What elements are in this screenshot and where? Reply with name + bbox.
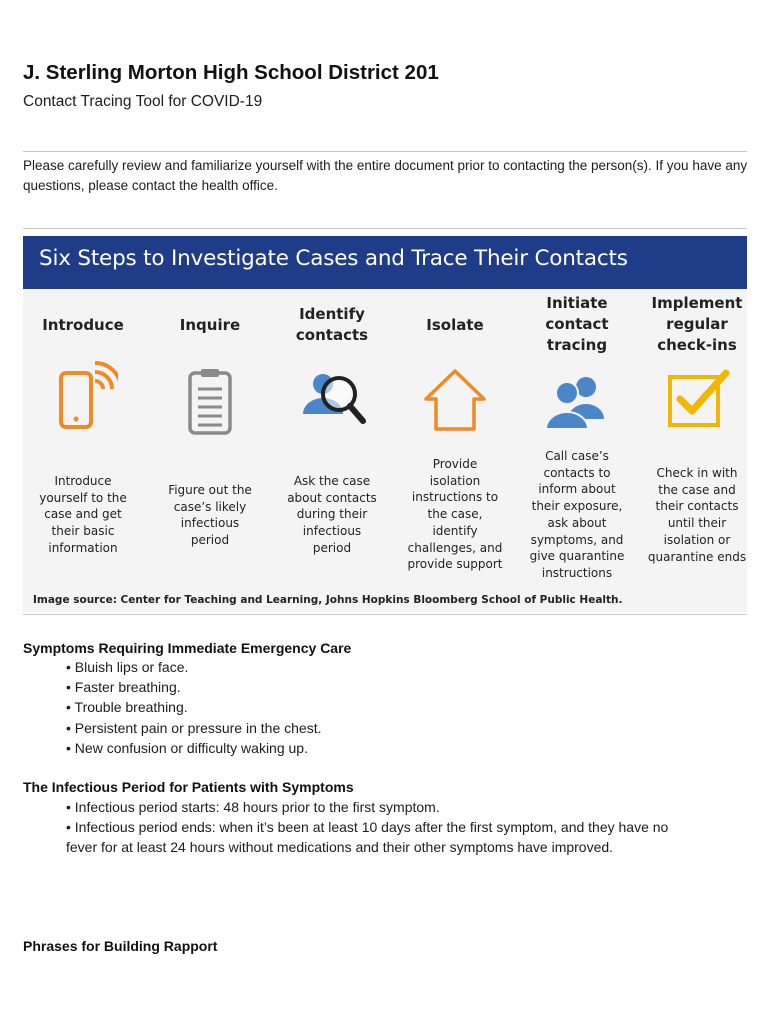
step-desc-line: Provide [432, 457, 478, 471]
phone-icon [48, 361, 118, 431]
infectious-list [66, 797, 746, 858]
step-desc-line: Call case’s [545, 449, 609, 463]
step-desc-line: period [312, 540, 352, 555]
magnifier-person-icon [297, 364, 367, 434]
step-desc-line: provide support [407, 557, 503, 572]
infectious-heading: The Infectious Period for Patients with Symptoms [23, 779, 354, 795]
step-desc-line: the case and [658, 482, 736, 497]
list-item: • Bluish lips or face. [66, 659, 189, 675]
step-desc-line: symptoms, and [530, 532, 624, 547]
house-icon [420, 365, 490, 435]
step-description [637, 465, 757, 565]
step-desc-line: challenges, and [407, 540, 503, 555]
list-item: • Infectious period starts: 48 hours prior to the first symptom. [66, 799, 440, 815]
step-desc-line: inform about [538, 482, 616, 497]
step-desc-line: their basic [51, 524, 115, 539]
step-description [272, 473, 392, 557]
list-item: • Faster breathing. [66, 679, 181, 696]
step-desc-line: until their [667, 516, 727, 531]
step-description [517, 448, 637, 582]
step-desc-line: the case, [427, 507, 483, 522]
step-title-line: contacts [295, 326, 369, 344]
step-identify-contacts [272, 289, 392, 609]
list-item: fever for at least 24 hours without medications and their other symptoms have improved. [66, 839, 614, 856]
step-desc-line: infectious [180, 516, 240, 531]
step-initiate-contact-tracing [517, 289, 637, 609]
emergency-heading: Symptoms Requiring Immediate Emergency Care [23, 640, 352, 656]
clipboard-icon [175, 367, 245, 437]
step-title-line: Identify [299, 305, 365, 323]
step-title-line: Isolate [426, 316, 484, 334]
step-title [23, 315, 143, 336]
step-title-line: Initiate [546, 294, 608, 312]
step-title [150, 315, 270, 336]
figure-source-caption: Image source: Center for Teaching and Learning, Johns Hopkins Bloomberg School of Public Health. [33, 594, 623, 606]
step-desc-line: instructions to [411, 490, 499, 505]
step-title-line: Implement [651, 294, 743, 312]
figure-banner-title: Six Steps to Investigate Cases and Trace Their Contacts [39, 246, 628, 271]
divider-top [23, 151, 747, 152]
step-desc-line: quarantine ends [647, 549, 747, 564]
step-desc-line: Figure out the [168, 483, 252, 497]
step-title-line: contact [545, 315, 609, 333]
emergency-list [66, 657, 746, 758]
list-item: • New confusion or difficulty waking up. [66, 739, 308, 756]
step-desc-line: give quarantine [529, 549, 625, 564]
step-desc-line: Check in with [656, 466, 738, 480]
step-title-line: check-ins [657, 336, 737, 354]
step-desc-line: case’s likely [173, 499, 247, 514]
step-desc-line: Introduce [54, 474, 112, 488]
step-desc-line: infectious [302, 524, 362, 539]
step-desc-line: yourself to the [39, 490, 127, 505]
intro-paragraph: Please carefully review and familiarize yourself with the entire document prior to contacting the person(s). If you have any questions, please contact the health office. [23, 158, 748, 193]
step-desc-line: Ask the case [293, 474, 371, 488]
step-desc-line: period [190, 533, 230, 548]
step-title-line: tracing [546, 336, 608, 354]
step-desc-line: instructions [541, 565, 613, 580]
step-desc-line: information [48, 540, 118, 555]
step-title [637, 293, 757, 356]
step-title [395, 315, 515, 336]
checkbox-icon [662, 365, 732, 435]
rapport-heading: Phrases for Building Rapport [23, 938, 218, 954]
step-desc-line: about contacts [287, 490, 377, 505]
divider-after-figure [23, 614, 747, 615]
step-desc-line: ask about [547, 515, 607, 530]
step-implement-check-ins [637, 289, 757, 609]
step-isolate [395, 289, 515, 609]
step-inquire [150, 289, 270, 609]
document-subtitle: Contact Tracing Tool for COVID-19 [23, 93, 263, 110]
step-title-line: regular [666, 315, 728, 333]
step-description [150, 482, 270, 549]
step-title [272, 304, 392, 346]
list-item: • Persistent pain or pressure in the chest. [66, 719, 322, 736]
step-desc-line: their exposure, [531, 499, 623, 514]
list-item: • Trouble breathing. [66, 699, 188, 716]
step-title [517, 293, 637, 356]
people-icon [542, 369, 612, 439]
step-desc-line: their contacts [655, 499, 739, 514]
step-title-line: Inquire [179, 316, 241, 334]
list-item: • Infectious period ends: when it’s been at least 10 days after the first symptom, and they have no [66, 819, 669, 836]
six-steps-figure [23, 236, 747, 612]
step-desc-line: during their [296, 507, 368, 522]
step-desc-line: case and get [44, 507, 122, 522]
document-title: J. Sterling Morton High School District 201 [23, 61, 439, 84]
divider-figure [23, 228, 747, 229]
step-desc-line: contacts to [543, 465, 611, 480]
figure-banner [23, 236, 747, 289]
step-desc-line: identify [432, 523, 478, 538]
step-description [23, 473, 143, 557]
step-description [395, 456, 515, 573]
step-introduce [23, 289, 143, 609]
step-desc-line: isolation [429, 473, 481, 488]
step-desc-line: isolation or [663, 532, 731, 547]
step-title-line: Introduce [42, 316, 124, 334]
